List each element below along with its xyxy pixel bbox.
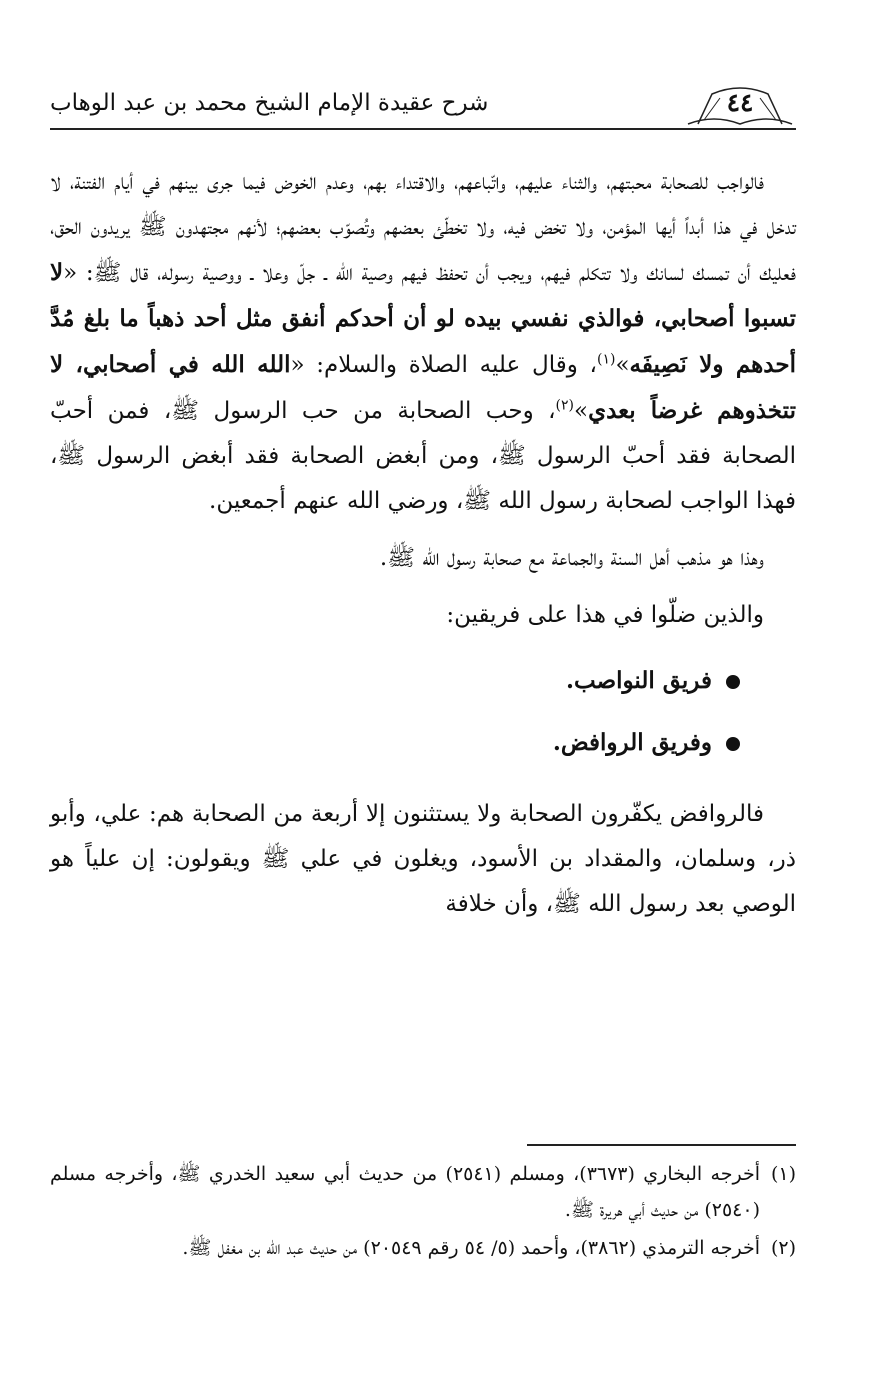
paragraph-two-groups: والذين ضلّوا في هذا على فريقين: — [446, 602, 764, 628]
groups-list — [50, 650, 796, 774]
page-number: ٤٤ — [726, 88, 754, 117]
paragraph-rafidah: فالروافض يكفّرون الصحابة ولا يستثنون إلا أربعة من الصحابة هم: علي، وأبو ذر، وسلمان، والمقداد بن الأسود، ويغلون في علي ﷺ ويقولون: إن علياً هو الوصي بعد رسول الله ﷺ، وأن خلافة — [50, 801, 796, 917]
text-run: فالواجب للصحابة محبتهم، والثناء عليهم، واتّباعهم، والاقتداء بهم، وعدم الخوض فيما جرى بينهم في أيام الفتنة، لا تدخل في هذا أبداً أيها المؤمن، ولا تخض فيه، ولا تخطّئ بعضهم وتُصوّب بعضهم؛ لأنهم مجتهدون ﷺ يريدون الحق، فعليك أن تمسك لسانك ولا تتكلم فيهم، ويجب أن تحفظ فيهم وصية الله ـ جلّ وعلا ـ ووصية رسوله، قال ﷺ: « — [50, 169, 796, 286]
list-item-label: فريق النواصب. — [565, 667, 712, 694]
list-item — [50, 650, 740, 712]
footnote — [50, 1156, 796, 1228]
running-title: شرح عقيدة الإمام الشيخ محمد بن عبد الوهاب — [50, 90, 489, 116]
bullet-icon — [726, 737, 740, 751]
page-number-ornament — [684, 84, 796, 128]
footnote-text: أخرجه البخاري (٣٦٧٣)، ومسلم (٢٥٤١) من حديث أبي سعيد الخدري ﷺ، وأخرجه مسلم (٢٥٤٠) من حديث أبي هريرة ﷺ. — [50, 1163, 760, 1221]
footnote-divider — [527, 1144, 796, 1146]
hadith-quote: لا تسبوا أصحابي، فوالذي نفسي بيده لو أن أحدكم أنفق مثل أحد ذهباً ما بلغ مُدَّ أحدهم ولا نَصِيفَه — [50, 259, 796, 378]
hadith-quote: الله الله في أصحابي، لا تتخذوهم غرضاً بعدي — [50, 351, 796, 424]
footnotes — [50, 1156, 796, 1268]
paragraph-ahl-sunnah: وهذا هو مذهب أهل السنة والجماعة مع صحابة رسول الله ﷺ. — [379, 545, 764, 571]
main-text — [50, 160, 796, 939]
footnote-ref: (١) — [596, 351, 616, 368]
footnote-ref: (٢) — [555, 397, 575, 414]
footnote — [50, 1230, 796, 1266]
list-item-label: وفريق الروافض. — [552, 729, 712, 756]
page-header — [50, 84, 796, 130]
footnote-text: أخرجه الترمذي (٣٨٦٢)، وأحمد (٥/ ٥٤ رقم ٢٠٥٤٩) من حديث عبد الله بن مغفل ﷺ. — [182, 1237, 760, 1259]
footnote-number: (٢) — [770, 1237, 796, 1259]
text-run: » — [615, 352, 630, 378]
paragraph-companions-duty — [50, 160, 796, 524]
text-run: » — [574, 398, 589, 424]
bullet-icon — [726, 675, 740, 689]
list-item — [50, 712, 740, 774]
text-run: ، وحب الصحابة من حب الرسول ﷺ، فمن أحبّ الصحابة فقد أحبّ الرسول ﷺ، ومن أبغض الصحابة فقد أبغض الرسول ﷺ، فهذا الواجب لصحابة رسول الله ﷺ، ورضي الله عنهم أجمعين. — [50, 398, 796, 514]
footnote-number: (١) — [770, 1163, 796, 1185]
text-run: ، وقال عليه الصلاة والسلام: « — [290, 352, 597, 378]
